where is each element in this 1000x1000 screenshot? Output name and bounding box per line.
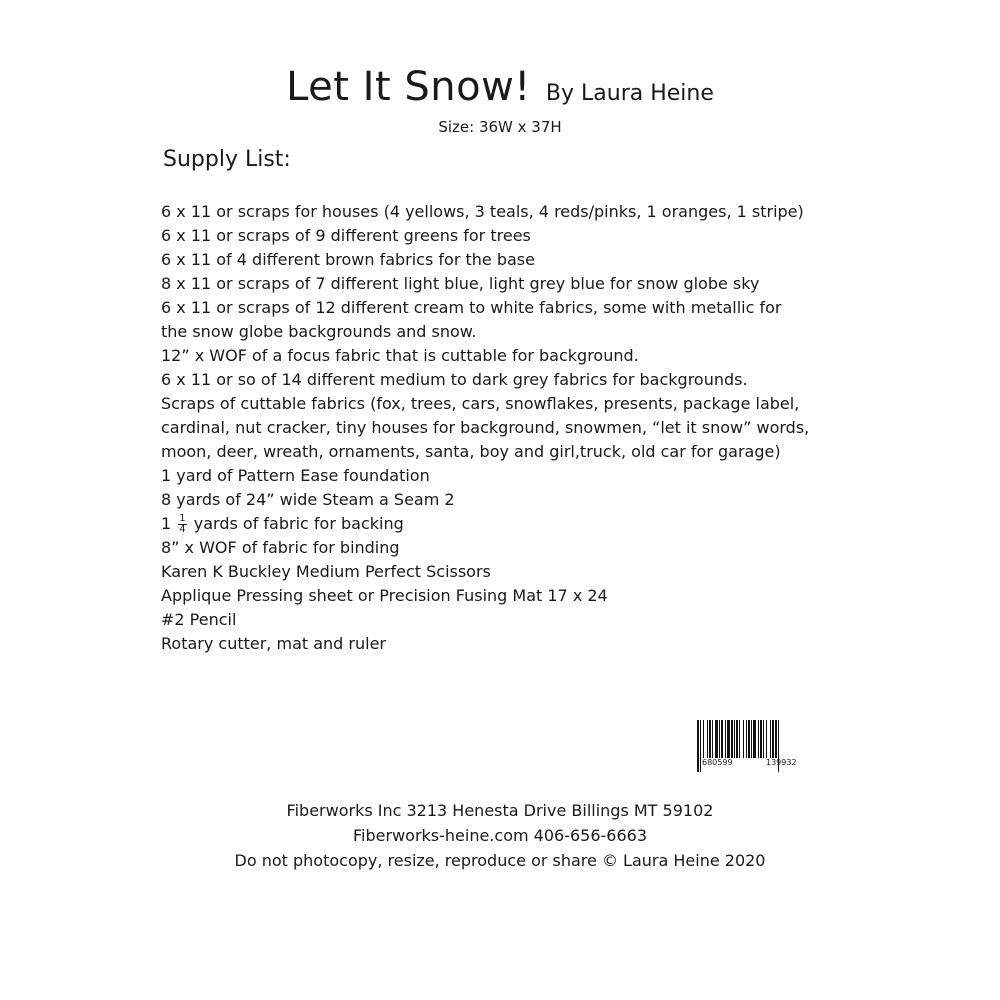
barcode-bar <box>715 720 718 758</box>
pattern-title: Let It Snow! <box>286 64 531 110</box>
barcode-bar <box>703 720 704 758</box>
pattern-byline: By Laura Heine <box>545 81 714 106</box>
barcode-bar <box>697 720 699 772</box>
copyright-notice: Do not photocopy, resize, reproduce or share © Laura Heine 2020 <box>234 851 766 870</box>
pattern-size: Size: 36W x 37H <box>438 118 562 136</box>
barcode-bar <box>753 720 756 758</box>
supply-item: 12” x WOF of a focus fabric that is cuttable for background. <box>161 346 639 365</box>
supply-item: Applique Pressing sheet or Precision Fusing Mat 17 x 24 <box>161 586 608 605</box>
barcode-right-digits: 139932 <box>766 758 797 767</box>
barcode-bar <box>775 720 777 758</box>
supply-item: 6 x 11 of 4 different brown fabrics for the base <box>161 250 535 269</box>
barcode-bar <box>758 720 759 758</box>
barcode-bar <box>751 720 752 758</box>
supply-item: 8” x WOF of fabric for binding <box>161 538 400 557</box>
backing-fraction <box>178 514 186 535</box>
supply-item: 6 x 11 or so of 14 different medium to dark grey fabrics for backgrounds. <box>161 370 748 389</box>
barcode-bar <box>731 720 733 758</box>
barcode-bar <box>734 720 735 758</box>
fraction-denominator: 4 <box>179 524 186 535</box>
supply-item-backing <box>161 512 861 536</box>
supply-item: Karen K Buckley Medium Perfect Scissors <box>161 562 491 581</box>
backing-whole: 1 <box>161 514 172 533</box>
supply-item: Rotary cutter, mat and ruler <box>161 634 386 653</box>
supply-item: moon, deer, wreath, ornaments, santa, boy and girl,truck, old car for garage) <box>161 442 781 461</box>
barcode-bar <box>743 720 744 758</box>
barcode-bar <box>766 720 767 758</box>
barcode-bar <box>770 720 771 758</box>
barcode-bar <box>772 720 774 758</box>
barcode-bar <box>721 720 723 758</box>
barcode-left-digits: 680599 <box>702 758 733 767</box>
fraction-numerator: 1 <box>179 513 186 524</box>
supply-item: 8 x 11 or scraps of 7 different light blue, light grey blue for snow globe sky <box>161 274 760 293</box>
barcode-bar <box>763 720 764 758</box>
supply-item: #2 Pencil <box>161 610 237 629</box>
publisher-address: Fiberworks Inc 3213 Henesta Drive Billings MT 59102 <box>286 801 714 820</box>
supply-item: 1 yard of Pattern Ease foundation <box>161 466 430 485</box>
publisher-contact: Fiberworks-heine.com 406-656-6663 <box>353 826 647 845</box>
publisher-footer <box>0 798 1000 873</box>
barcode-bar <box>719 720 720 758</box>
barcode-bar <box>707 720 708 758</box>
barcode-bar <box>748 720 750 758</box>
barcode-bar <box>727 720 730 758</box>
supply-item: 6 x 11 or scraps of 9 different greens for trees <box>161 226 531 245</box>
supply-item: 6 x 11 or scraps for houses (4 yellows, 3 teals, 4 reds/pinks, 1 oranges, 1 stripe) <box>161 202 804 221</box>
barcode-bar <box>712 720 713 758</box>
backing-text: yards of fabric for backing <box>193 514 404 533</box>
barcode-bar <box>736 720 738 758</box>
barcode-bar <box>746 720 747 758</box>
barcode-bar <box>739 720 740 758</box>
supply-item: Scraps of cuttable fabrics (fox, trees, cars, snowflakes, presents, package label, <box>161 394 800 413</box>
barcode-bar <box>700 720 701 772</box>
supply-item: 8 yards of 24” wide Steam a Seam 2 <box>161 490 455 509</box>
barcode-bar <box>709 720 711 758</box>
title-row <box>0 64 1000 110</box>
barcode-bar <box>725 720 726 758</box>
supply-item: the snow globe backgrounds and snow. <box>161 322 477 341</box>
supply-item: cardinal, nut cracker, tiny houses for background, snowmen, “let it snow” words, <box>161 418 810 437</box>
supply-list-heading: Supply List: <box>163 147 291 172</box>
barcode-bar <box>760 720 762 758</box>
supply-list <box>161 200 861 656</box>
supply-item: 6 x 11 or scraps of 12 different cream to white fabrics, some with metallic for <box>161 298 782 317</box>
